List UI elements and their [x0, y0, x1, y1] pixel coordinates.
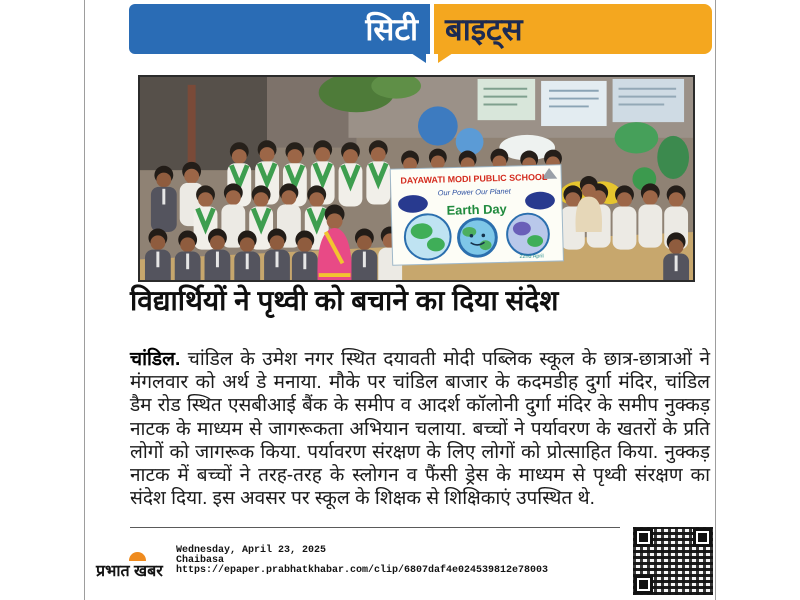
section-banner-bytes — [434, 4, 712, 54]
clip-right-border — [715, 0, 716, 600]
clip-left-border — [84, 0, 85, 600]
article-body — [130, 348, 710, 510]
section-label-city: सिटी — [365, 12, 418, 47]
group-photo-illustration — [140, 77, 693, 280]
qr-finder-top-right — [693, 528, 712, 547]
clip-metadata — [176, 546, 548, 576]
qr-code — [633, 527, 713, 595]
article-headline: विद्यार्थियों ने पृथ्वी को बचाने का दिया संदेश — [130, 285, 559, 316]
qr-finder-top-left — [634, 528, 653, 547]
prabhat-khabar-logo — [96, 552, 182, 594]
clip-date: Wednesday, April 23, 2025 — [176, 545, 327, 556]
banner-event-name: Earth Day — [446, 201, 507, 218]
qr-finder-bottom-left — [634, 575, 653, 594]
banner-date-note: 22nd April — [519, 253, 544, 261]
banner-school-name: DAYAWATI MODI PUBLIC SCHOOL — [400, 171, 548, 186]
clip-edition-city: Chaibasa — [176, 555, 225, 566]
earth-day-banner — [390, 165, 563, 265]
section-banner-city — [129, 4, 430, 54]
section-label-bytes: बाइट्स — [445, 12, 523, 47]
article-body-text: चांडिल के उमेश नगर स्थित दयावती मोदी पब्लिक स्कूल के छात्र-छात्राओं ने मंगलवार को अर्थ डे मनाया. मौके पर चांडिल बाजार के कदमडीह दुर्गा मंदिर, चांडिल डैम रोड स्थित एसबीआई बैंक के समीप व आदर्श कॉलोनी दुर्गा मंदिर के समीप नुक्कड़ नाटक के माध्यम से जागरूकता अभियान चलाया. बच्चों ने पर्यावरण के खतरों के प्रति लोगों को जागरूक किया. पर्यावरण संरक्षण के लिए लोगों को प्रोत्साहित किया. नुक्कड़ नाटक में बच्चों ने तरह-तरह के स्लोगन व फैंसी ड्रेस के माध्यम से पृथ्वी संरक्षण का संदेश दिया. इस अवसर पर स्कूल के शिक्षक से शिक्षिकाएं उपस्थित थे. — [130, 349, 710, 510]
article-dateline: चांडिल. — [130, 349, 181, 370]
banner-tagline: Our Power Our Planet — [437, 186, 511, 198]
clip-url: https://epaper.prabhatkhabar.com/clip/6807daf4e024539812e78003 — [176, 565, 549, 576]
logo-text: प्रभात खबर — [96, 563, 163, 580]
footer-divider — [130, 527, 620, 528]
news-photo — [138, 75, 695, 282]
